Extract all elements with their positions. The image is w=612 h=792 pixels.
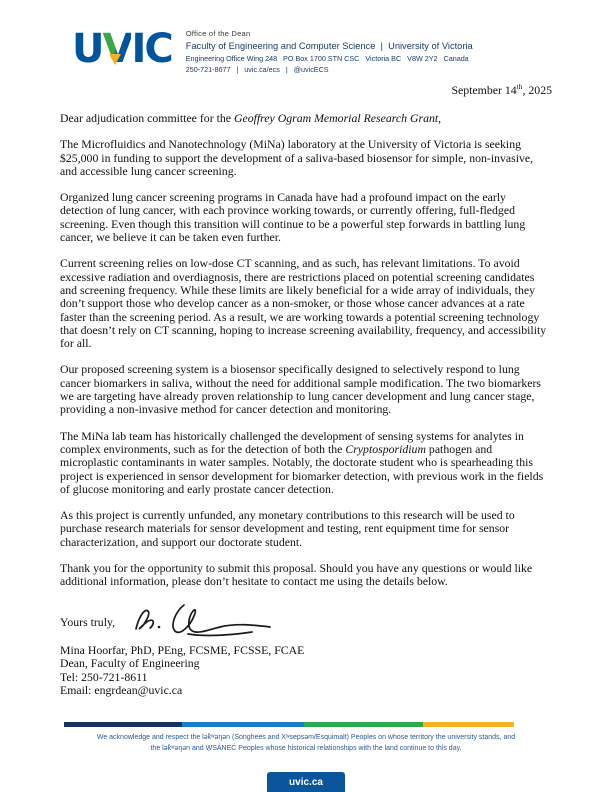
paragraph-funding-use: As this project is currently unfunded, any monetary contributions to this research will be used to purchase research materials for sensor development and testing, rent equipment time for sensor characterization, and support our doctorate student.: [60, 508, 515, 549]
paragraph-thanks: Thank you for the opportunity to submit this proposal. Should you have any questions or would like additional information, please don’t hesitate to contact me using the details below.: [60, 561, 533, 589]
letterhead-text: [186, 27, 473, 74]
letter-date: September 14th, 2025: [451, 82, 552, 97]
footer-bar-gold-segment: [423, 722, 514, 727]
signoff-tel: Tel: 250-721-8611: [60, 669, 148, 684]
faculty-line: Faculty of Engineering and Computer Science | University of Victoria: [185, 41, 473, 51]
uvic-logo: [72, 27, 172, 71]
signoff-block: [60, 644, 552, 698]
letterhead: [0, 0, 612, 74]
territory-acknowledgement: [0, 733, 612, 754]
footer-bar-navy-segment: [64, 722, 182, 727]
paragraph-mina-experience: The MiNa lab team has historically challenged the development of sensing systems for analytes in complex environments, such as for the detection of both the Cryptosporidium pathogen and microplastic contaminants in water samples. Notably, the doctorate student who is spearheading this project is experienced in sensor development for biomarker detection, with previous work in the fields of glucose monitoring and early prostate cancer detection.: [60, 428, 544, 496]
signoff-name: Mina Hoorfar, PhD, PEng, FCSME, FCSSE, FCAE: [60, 642, 305, 657]
paragraph-proposed-system: Our proposed screening system is a biosensor specifically designed to selectively respond to lung cancer biomarkers in saliva, without the need for additional sample modification. The two biomarkers we are targeting have already proven relationship to lung cancer development and lung cancer stage, providing a non-invasive method for cancer detection and monitoring.: [60, 362, 542, 417]
footer-bar-green-segment: [304, 722, 423, 727]
uvic-ca-badge[interactable]: uvic.ca: [267, 772, 345, 792]
office-line: Office of the Dean: [185, 29, 251, 38]
closing-phrase: Yours truly,: [60, 614, 116, 629]
contact-line: 250-721-8677 | uvic.ca/ecs | @uvicECS: [185, 65, 329, 74]
paragraph-screening-programs: Organized lung cancer screening programs in Canada have had a profound impact on the early detection of lung cancer, with each province working towards, or currently offering, full-fledged screening. Even though this transition will continue to be a powerful step forwards in battling lung cancer, we believe it can be taken even further.: [60, 190, 526, 245]
letter-body: [60, 112, 552, 698]
uvic-logo-letter-v: V: [102, 26, 132, 72]
acknowledgement-line-2: the lək̓ʷəŋən and W̱SÁNEĆ Peoples whose historical relationships with the land continue to this day.: [150, 744, 462, 752]
closing-row: [60, 602, 552, 642]
acknowledgement-line-1: We acknowledge and respect the lək̓ʷəŋən (Songhees and Xʷsepsəm/Esquimalt) Peoples on whose territory the university stands, and: [96, 734, 516, 741]
paragraph-intro: The Microfluidics and Nanotechnology (MiNa) laboratory at the University of Victoria is seeking $25,000 in funding to support the development of a saliva-based biosensor for simple, non-invasive, and accessible lung cancer screening.: [60, 137, 534, 178]
uvic-logo-letters-ic: IC: [131, 26, 172, 72]
signature-handwriting: [128, 598, 298, 642]
footer-color-bar: [64, 722, 514, 727]
signoff-email: Email: engrdean@uvic.ca: [60, 683, 183, 698]
paragraph-ct-limitations: Current screening relies on low-dose CT scanning, and as such, has relevant limitations. To avoid excessive radiation and overdiagnosis, there are restrictions placed on potential screening candidates and screening frequency. While these limits are likely beneficial for a wide array of individuals, they don’t support those who develop cancer as a non-smoker, or those whose cancer advances at a rate faster than the screening period. As a result, we are working towards a potential screening technology that doesn’t rely on CT scanning, hoping to increase screening availability, frequency, and accessibility for all.: [60, 256, 547, 351]
address-line: Engineering Office Wing 248 PO Box 1700 STN CSC Victoria BC V8W 2Y2 Canada: [185, 53, 469, 63]
signoff-title: Dean, Faculty of Engineering: [60, 656, 200, 671]
uvic-logo-letter-u: U: [72, 26, 103, 72]
footer-bar-blue-segment: [182, 722, 305, 727]
salutation: Dear adjudication committee for the Geoffrey Ogram Memorial Research Grant,: [60, 111, 442, 125]
